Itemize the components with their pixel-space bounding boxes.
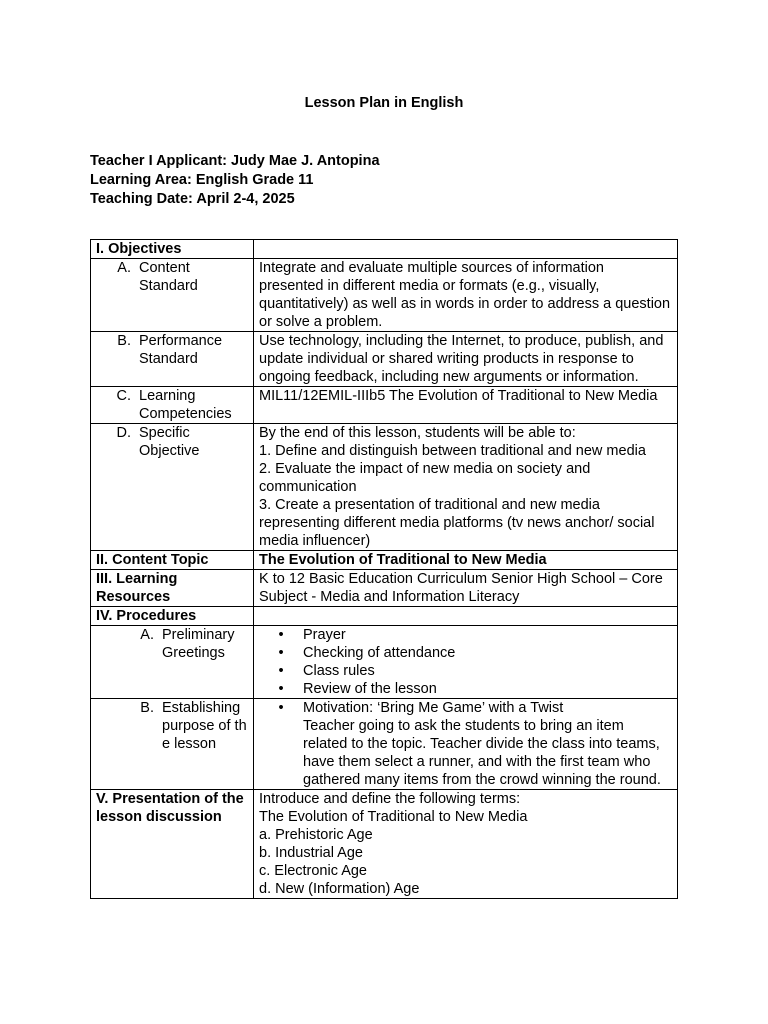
motivation-description: Teacher going to ask the students to bring an item related to the topic. Teacher divide the class into teams, have them select a runner, and with the first team who gathered many items from the crowd winning the round. [303, 718, 661, 788]
item-label: Performance Standard [139, 333, 223, 367]
list-item-text: Checking of attendance [303, 645, 456, 661]
content-standard-text: Integrate and evaluate multiple sources of information presented in different media or formats (e.g., visually, quantitatively) as well as in words in order to address a question or solve a problem. [254, 259, 678, 332]
item-letter: B. [140, 700, 154, 716]
learning-competencies-text: MIL11/12EMIL-IIIb5 The Evolution of Traditional to New Media [254, 387, 678, 424]
procedures-heading: IV. Procedures [91, 607, 254, 626]
list-item-text: Motivation: ‘Bring Me Game’ with a Twist [303, 700, 564, 716]
specific-objective-text [254, 424, 678, 551]
presentation-line: d. New (Information) Age [259, 881, 420, 897]
presentation-heading: V. Presentation of the lesson discussion [91, 790, 254, 899]
item-letter: C. [116, 388, 131, 404]
learning-area-line: Learning Area: English Grade 11 [90, 172, 314, 188]
objective-line: 3. Create a presentation of traditional and new media representing different media platforms (tv news anchor/ social media influencer) [259, 497, 655, 549]
item-label: Specific Objective [139, 425, 200, 459]
presentation-text [254, 790, 678, 899]
item-label: Establishing purpose of the lesson [162, 700, 247, 752]
content-topic-value: The Evolution of Traditional to New Media [254, 551, 678, 570]
item-letter: A. [140, 627, 154, 643]
teacher-line: Teacher I Applicant: Judy Mae J. Antopina [90, 153, 380, 169]
table-row [91, 387, 678, 424]
bullet-icon: • [278, 700, 284, 716]
table-row [91, 790, 678, 899]
content-topic-heading: II. Content Topic [91, 551, 254, 570]
learning-competencies-label [91, 387, 254, 424]
presentation-line: c. Electronic Age [259, 863, 367, 879]
list-item [259, 680, 672, 698]
table-row [91, 240, 678, 259]
empty-cell [254, 607, 678, 626]
objective-line: 1. Define and distinguish between traditional and new media [259, 443, 646, 459]
table-row [91, 607, 678, 626]
list-item [259, 644, 672, 662]
bullet-icon: • [278, 681, 284, 697]
table-row [91, 570, 678, 607]
list-item-text: Prayer [303, 627, 346, 643]
teaching-date-line: Teaching Date: April 2-4, 2025 [90, 191, 295, 207]
presentation-line: b. Industrial Age [259, 845, 363, 861]
table-row [91, 626, 678, 699]
objective-line: 2. Evaluate the impact of new media on society and communication [259, 461, 591, 495]
table-row [91, 332, 678, 387]
preliminary-greetings-list [254, 626, 678, 699]
item-letter: B. [117, 333, 131, 349]
bullet-icon: • [278, 627, 284, 643]
table-row [91, 551, 678, 570]
bullet-icon: • [278, 663, 284, 679]
item-letter: D. [116, 425, 131, 441]
objectives-heading: I. Objectives [91, 240, 254, 259]
presentation-line: Introduce and define the following terms: [259, 791, 521, 807]
item-label: Content Standard [139, 260, 198, 294]
performance-standard-text: Use technology, including the Internet, to produce, publish, and update individual or shared writing products in response to ongoing feedback, including new arguments or information. [254, 332, 678, 387]
lesson-meta [90, 152, 380, 209]
table-row [91, 699, 678, 790]
objective-line: By the end of this lesson, students will be able to: [259, 425, 576, 441]
specific-objective-label [91, 424, 254, 551]
lesson-plan-table [90, 239, 678, 899]
preliminary-greetings-label [91, 626, 254, 699]
learning-resources-value: K to 12 Basic Education Curriculum Senior High School – Core Subject - Media and Information Literacy [254, 570, 678, 607]
performance-standard-label [91, 332, 254, 387]
item-letter: A. [117, 260, 131, 276]
list-item [259, 626, 672, 644]
list-item [259, 699, 672, 717]
table-row [91, 424, 678, 551]
presentation-line: a. Prehistoric Age [259, 827, 373, 843]
list-item-text: Review of the lesson [303, 681, 437, 697]
document-title: Lesson Plan in English [304, 95, 464, 111]
presentation-line: The Evolution of Traditional to New Media [259, 809, 528, 825]
learning-resources-heading: III. Learning Resources [91, 570, 254, 607]
list-item [259, 662, 672, 680]
item-label: Learning Competencies [139, 388, 232, 422]
bullet-icon: • [278, 645, 284, 661]
list-item-text: Class rules [303, 663, 375, 679]
table-row [91, 259, 678, 332]
empty-cell [254, 240, 678, 259]
item-label: Preliminary Greetings [162, 627, 235, 661]
establishing-purpose-label [91, 699, 254, 790]
establishing-purpose-text [254, 699, 678, 790]
content-standard-label [91, 259, 254, 332]
